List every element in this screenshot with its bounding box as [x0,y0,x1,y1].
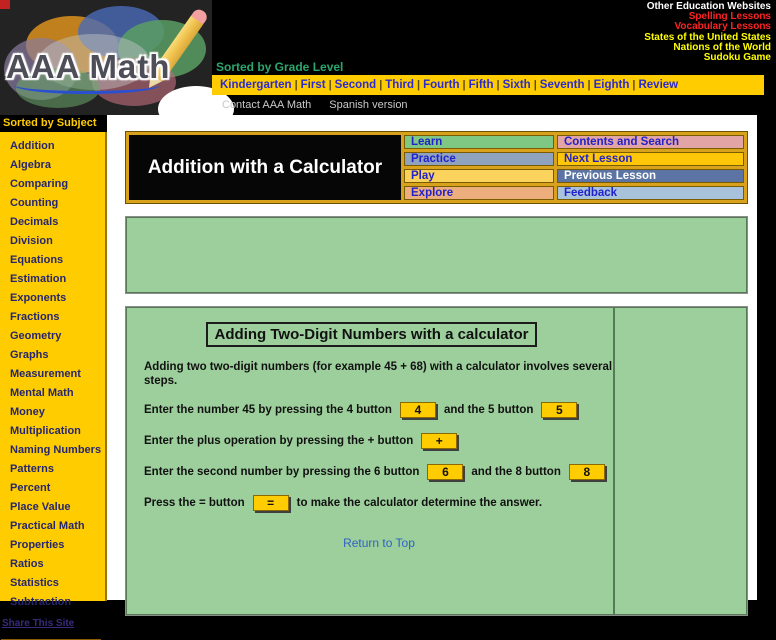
lesson-step-1 [144,400,613,419]
sidebar-item-fractions[interactable]: Fractions [10,311,60,323]
sidebar-item-division[interactable]: Division [10,235,53,247]
lesson-text-column [126,307,613,615]
content-area [0,115,757,629]
top-link-vocabulary-lessons[interactable]: Vocabulary Lessons [674,21,771,33]
sidebar-item-patterns[interactable]: Patterns [10,463,55,475]
sidebar-item-mental-math[interactable]: Mental Math [10,387,74,399]
lesson-title-wrap [144,322,599,347]
step-text: and the 8 button [471,465,561,478]
grade-level-heading: Sorted by Grade Level [216,60,344,74]
sidebar-item-ratios[interactable]: Ratios [10,558,44,570]
sidebar-item-naming-numbers[interactable]: Naming Numbers [10,444,102,456]
step-text: to make the calculator determine the answer. [296,496,543,509]
lesson-page-title: Addition with a Calculator [129,135,401,200]
lesson-empty-column [615,307,747,615]
step-text: Enter the second number by pressing the 6 button [144,465,420,478]
utility-nav [222,99,408,111]
grade-separator: | [462,79,466,91]
next-lesson-button[interactable]: Next Lesson [557,152,744,166]
step-text: Enter the plus operation by pressing the + button [144,434,414,447]
share-this-site-link[interactable]: Share This Site [2,618,75,629]
calc-key-=[interactable]: = [253,495,289,511]
lesson-main [125,115,748,616]
sidebar-item-geometry[interactable]: Geometry [10,330,62,342]
page-header [0,0,776,115]
sidebar-item-practical-math[interactable]: Practical Math [10,520,85,532]
calc-key-+[interactable]: + [421,433,457,449]
logo-title: AAA Math [6,48,171,85]
sidebar-item-estimation[interactable]: Estimation [10,273,67,285]
play-button[interactable]: Play [404,169,554,183]
grade-separator: | [533,79,537,91]
sidebar-item-equations[interactable]: Equations [10,254,64,266]
sidebar-item-decimals[interactable]: Decimals [10,216,59,228]
sidebar-item-counting[interactable]: Counting [10,197,59,209]
grade-link-kindergarten[interactable]: Kindergarten [220,79,292,91]
grade-link-sixth[interactable]: Sixth [502,79,531,91]
sidebar-body [0,132,107,629]
sidebar-item-multiplication[interactable]: Multiplication [10,425,81,437]
sidebar-item-money[interactable]: Money [10,406,45,418]
calc-key-8[interactable]: 8 [569,464,605,480]
sidebar-heading: Sorted by Subject [0,115,107,132]
grade-separator: | [587,79,591,91]
step-text: Press the = button [144,496,245,509]
grade-separator: | [379,79,383,91]
sidebar-item-algebra[interactable]: Algebra [10,159,51,171]
sidebar-item-graphs[interactable]: Graphs [10,349,49,361]
lesson-header-table [125,131,748,204]
aaa-math-logo[interactable] [0,0,212,115]
lesson-step-3 [144,462,613,481]
calc-key-5[interactable]: 5 [541,402,577,418]
top-link-nations-of-the-world[interactable]: Nations of the World [673,41,771,53]
grade-link-eighth[interactable]: Eighth [593,79,630,91]
top-link-sudoku-game[interactable]: Sudoku Game [703,52,771,64]
corner-red-mark [0,0,10,9]
practice-button[interactable]: Practice [404,152,554,166]
grade-level-nav [212,75,764,95]
grade-link-third[interactable]: Third [385,79,415,91]
grade-link-seventh[interactable]: Seventh [539,79,585,91]
subject-sidebar [0,115,107,629]
lesson-step-2 [144,431,613,450]
lesson-intro-text: Adding two two-digit numbers (for example 45 + 68) with a calculator involves several steps. [144,361,613,387]
sidebar-item-exponents[interactable]: Exponents [10,292,67,304]
spanish-version-link[interactable]: Spanish version [329,99,408,111]
calc-key-4[interactable]: 4 [400,402,436,418]
grade-link-second[interactable]: Second [334,79,377,91]
grade-separator: | [632,79,636,91]
lesson-section-title: Adding Two-Digit Numbers with a calculator [206,322,538,347]
sidebar-item-properties[interactable]: Properties [10,539,65,551]
sidebar-item-statistics[interactable]: Statistics [10,577,59,589]
ad-placeholder-panel [125,216,748,294]
grade-separator: | [294,79,298,91]
return-to-top-link[interactable]: Return to Top [343,536,415,550]
lesson-content-panel [125,306,748,616]
grade-link-first[interactable]: First [300,79,326,91]
contents-and-search-button[interactable]: Contents and Search [557,135,744,149]
feedback-button[interactable]: Feedback [557,186,744,200]
step-text: and the 5 button [443,403,534,416]
sidebar-item-place-value[interactable]: Place Value [10,501,71,513]
sidebar-item-subtraction[interactable]: Subtraction [10,596,72,608]
lesson-nav-buttons [404,135,744,200]
calc-key-6[interactable]: 6 [427,464,463,480]
sidebar-item-measurement[interactable]: Measurement [10,368,81,380]
sidebar-item-comparing[interactable]: Comparing [10,178,69,190]
grade-link-review[interactable]: Review [638,79,679,91]
top-link-states-of-the-united-states[interactable]: States of the United States [644,31,771,43]
contact-link[interactable]: Contact AAA Math [222,99,312,111]
lesson-step-4 [144,493,613,512]
top-link-spelling-lessons[interactable]: Spelling Lessons [688,11,771,23]
sidebar-item-percent[interactable]: Percent [10,482,51,494]
top-link-other-education-websites[interactable]: Other Education Websites [646,1,771,12]
explore-button[interactable]: Explore [404,186,554,200]
sidebar-item-addition[interactable]: Addition [10,140,55,152]
learn-button[interactable]: Learn [404,135,554,149]
external-sites-nav [644,2,771,63]
step-text: Enter the number 45 by pressing the 4 button [144,403,392,416]
previous-lesson-button[interactable]: Previous Lesson [557,169,744,183]
grade-separator: | [496,79,500,91]
grade-separator: | [417,79,421,91]
grade-link-fifth[interactable]: Fifth [468,79,494,91]
grade-link-fourth[interactable]: Fourth [423,79,460,91]
grade-separator: | [328,79,332,91]
